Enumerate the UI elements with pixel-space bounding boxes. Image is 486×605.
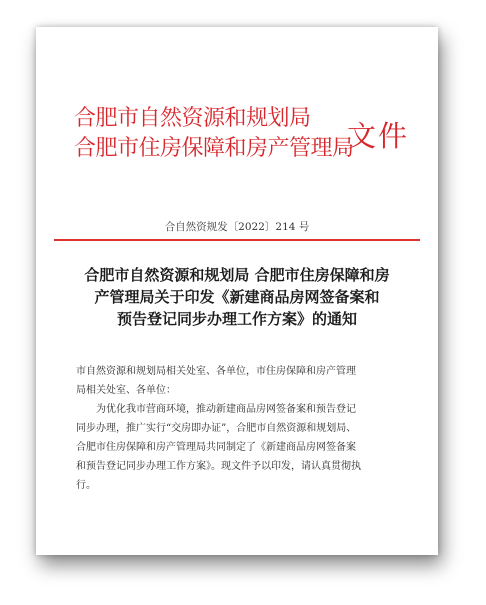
document-title (54, 264, 420, 330)
document-page (36, 27, 438, 555)
document-number: 合自然资规发〔2022〕214 号 (164, 221, 310, 233)
document-body (76, 362, 402, 495)
title-line: 预告登记同步办理工作方案》的通知 (116, 310, 357, 328)
body-line: 行。 (76, 480, 96, 491)
body-line: 市自然资源和规划局相关处室、各单位，市住房保障和房产管理 (76, 366, 356, 377)
body-line: 合肥市住房保障和房产管理局共同制定了《新建商品房网签备案 (76, 442, 356, 453)
issuing-org-2: 合肥市住房保障和房产管理局 (74, 136, 354, 161)
issuing-org-1: 合肥市自然资源和规划局 (74, 106, 311, 131)
body-line: 为优化我市营商环境，推动新建商品房网签备案和预告登记 (96, 404, 356, 415)
body-line: 同步办理，推广实行“交房即办证”，合肥市自然资源和规划局、 (76, 423, 357, 434)
document-header (74, 106, 414, 186)
document-type-label: 文件 (347, 119, 410, 153)
title-line: 合肥市自然资源和规划局 合肥市住房保障和房 (84, 266, 390, 284)
body-line: 和预告登记同步办理工作方案》。现文件予以印发，请认真贯彻执 (76, 461, 361, 472)
red-divider (54, 239, 420, 241)
title-line: 产管理局关于印发《新建商品房网签备案和 (94, 288, 380, 306)
body-line: 局相关处室、各单位： (76, 385, 176, 396)
